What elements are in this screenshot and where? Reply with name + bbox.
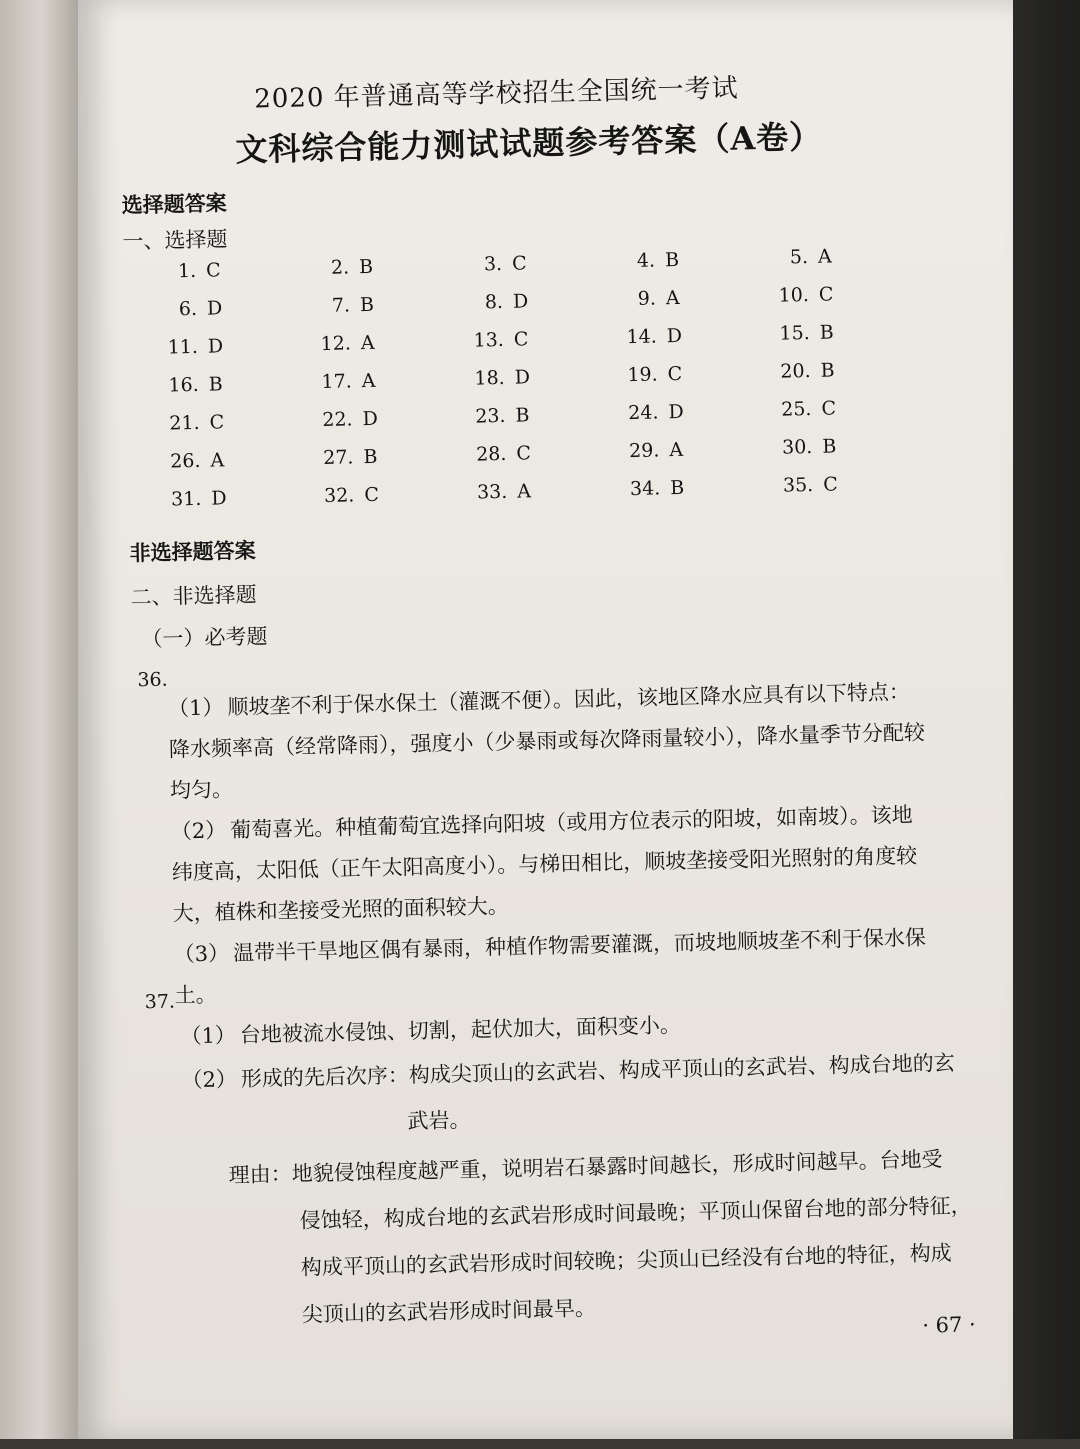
q36-part2-text: 葡萄喜光。种植葡萄宜选择向阳坡（或用方位表示的阳坡，如南坡）。该地纬度高，太阳低（正午太阳高度小）。与梯田相比，顺坡垄接受阳光照射的角度较大，植株和垄接受光照的面积较大。 [171,802,918,926]
mc-question-number: 34. [629,477,661,501]
mc-answer-letter: C [513,328,529,351]
q36-part2 [170,794,933,934]
mc-answer-item [313,330,467,371]
q37-reason-label: 理由： [228,1161,292,1188]
mc-answer-letter: D [207,335,224,358]
mc-answer-item [619,361,773,402]
mc-answer-item [468,440,622,481]
q37-part1-text: 台地被流水侵蚀、切割，起伏加大，面积变小。 [239,1013,682,1048]
mc-answer-item [467,402,621,443]
mc-answer-grid [158,243,929,526]
mc-answer-letter: D [211,487,227,510]
mc-answer-item [622,475,776,516]
mc-question-number: 20. [780,359,811,383]
mc-question-number: 33. [476,480,508,504]
mc-question-number: 3. [483,252,503,276]
question-36-number: 36. [137,668,168,692]
mc-answer-item [619,323,773,364]
q37-part2-text-a: 形成的先后次序：构成尖顶山的玄武岩、构成平顶山的玄武岩、构成台地的玄 [240,1050,955,1092]
mc-answer-letter: B [669,476,685,500]
mc-answer-letter: B [359,293,375,317]
mc-answer-item [464,250,618,291]
q37-reason-line2: 侵蚀轻，构成台地的玄武岩形成时间最晚；平顶山保留台地的部分特征， [299,1193,972,1233]
q36-part1 [168,671,931,811]
mc-question-number: 16. [168,373,200,397]
mc-question-number: 27. [322,446,354,470]
mc-answer-item [772,319,926,360]
question-37-number: 37. [144,990,176,1014]
mc-answer-item [618,285,772,326]
mc-question-number: 9. [637,287,657,310]
mc-answer-letter: D [668,400,684,424]
mc-answer-letter: A [210,449,225,472]
q37-reason-line3: 构成平顶山的玄武岩形成时间较晚；尖顶山已经没有台地的特征，构成 [300,1240,952,1280]
mc-answer-letter: C [209,411,225,434]
mc-answer-letter: C [822,473,838,496]
mc-question-number: 1. [177,259,197,283]
q36-part1-text: 顺坡垄不利于保水保土（灌溉不便）。因此，该地区降水应具有以下特点：降水频率高（经常降雨），强度小（少暴雨或每次降雨量较小），降水量季节分配较均匀。 [168,679,926,803]
mc-answer-item [774,433,928,474]
mc-question-number: 24. [628,401,659,425]
mc-question-number: 15. [779,321,810,345]
mc-answer-letter: B [515,404,530,427]
mc-answer-letter: D [362,407,379,431]
required-part-label: （一）必考题 [141,624,268,652]
mc-answer-item [617,247,771,288]
mc-answer-item [316,482,470,523]
mc-question-number: 29. [628,439,660,463]
mc-answer-item [775,471,929,512]
mc-answer-item [158,257,312,298]
mc-answer-item [770,243,924,284]
mc-answer-item [313,368,467,409]
mc-answer-letter: C [818,283,834,306]
mc-answer-item [465,288,619,329]
mc-answer-letter: A [360,331,375,355]
mc-question-number: 28. [475,442,507,466]
mc-answer-letter: B [358,255,374,279]
q37-part1-label: （1） [180,1023,237,1049]
page-number: · 67 · [922,1312,976,1338]
mc-answer-item [163,485,317,526]
mc-question-number: 7. [331,294,351,317]
mc-answer-letter: D [514,366,531,389]
mc-answer-letter: A [665,286,680,310]
mc-answer-item [161,371,315,412]
mc-answer-item [161,409,315,450]
mc-answer-item [466,364,620,405]
mc-answer-letter: B [822,435,837,458]
mc-answer-item [772,357,926,398]
q37-reason-text1: 地貌侵蚀程度越严重，说明岩石暴露时间越长，形成时间越早。台地受 [291,1147,943,1186]
nonmc-heading: 非选择题答案 [129,538,256,566]
mc-question-number: 17. [321,370,352,394]
mc-question-number: 26. [170,449,201,473]
q37-part2-continuation: 武岩。 [407,1107,471,1134]
mc-answer-letter: C [667,362,683,386]
mc-answer-letter: C [821,397,837,420]
mc-answer-letter: B [363,445,378,469]
mc-subheading: 一、选择题 [122,227,228,254]
mc-question-number: 11. [167,335,199,359]
mc-question-number: 19. [627,363,658,387]
mc-answer-letter: D [206,297,223,320]
exam-title: 2020 年普通高等学校招生全国统一考试 [253,73,739,115]
nonmc-subheading: 二、非选择题 [130,582,257,610]
page-content [62,0,1029,1449]
mc-answer-letter: C [205,259,221,282]
mc-answer-letter: B [208,373,223,396]
mc-answer-item [773,395,927,436]
mc-answer-letter: D [512,290,529,313]
mc-answer-item [159,295,313,336]
mc-question-number: 22. [322,408,353,432]
mc-answer-item [314,406,468,447]
mc-question-number: 18. [474,366,505,390]
q36-part3-text: 温带半干旱地区偶有暴雨，种植作物需要灌溉，而坡地顺坡垄不利于保水保土。 [174,925,927,1008]
mc-question-number: 35. [782,473,814,497]
mc-question-number: 5. [789,245,809,269]
mc-answer-item [469,478,623,519]
mc-answer-letter: C [511,252,527,275]
mc-question-number: 14. [626,325,658,349]
mc-answer-letter: B [819,321,834,344]
mc-answer-letter: B [820,359,835,382]
q36-part2-label: （2） [170,818,227,844]
mc-answer-item [162,447,316,488]
mc-answer-letter: C [516,442,532,465]
mc-question-number: 12. [320,332,352,356]
mc-question-number: 8. [484,290,504,314]
mc-answer-letter: A [817,245,832,268]
mc-answer-item [315,444,469,485]
mc-question-number: 30. [781,435,813,459]
mc-answer-letter: B [664,248,680,272]
mc-question-number: 21. [169,411,200,435]
q36-part1-label: （1） [167,695,224,721]
mc-answer-letter: A [669,438,684,462]
q36-part3-label: （3） [173,941,230,967]
mc-question-number: 23. [475,404,506,428]
mc-answer-item [312,292,466,333]
mc-question-number: 2. [330,256,350,279]
document-page [78,0,1013,1439]
mc-answer-item [311,254,465,295]
mc-question-number: 31. [170,487,202,511]
q37-reason-line4: 尖顶山的玄武岩形成时间最早。 [301,1296,597,1327]
mc-answer-letter: C [364,483,380,507]
mc-question-number: 25. [781,397,812,421]
mc-question-number: 6. [178,297,198,321]
mc-answer-item [620,399,774,440]
mc-answer-letter: A [517,480,532,503]
mc-question-number: 13. [473,328,505,352]
exam-subtitle: 文科综合能力测试试题参考答案（A卷） [235,117,823,169]
mc-answer-letter: A [361,369,376,393]
mc-question-number: 10. [778,283,810,307]
mc-question-number: 32. [323,484,355,508]
q37-part2-label: （2） [181,1067,238,1093]
mc-answer-letter: D [666,324,683,348]
mc-answer-item [771,281,925,322]
mc-answer-item [160,333,314,374]
mc-answer-item [466,326,620,367]
mc-question-number: 4. [636,249,656,272]
mc-heading: 选择题答案 [121,191,227,218]
mc-answer-item [621,437,775,478]
